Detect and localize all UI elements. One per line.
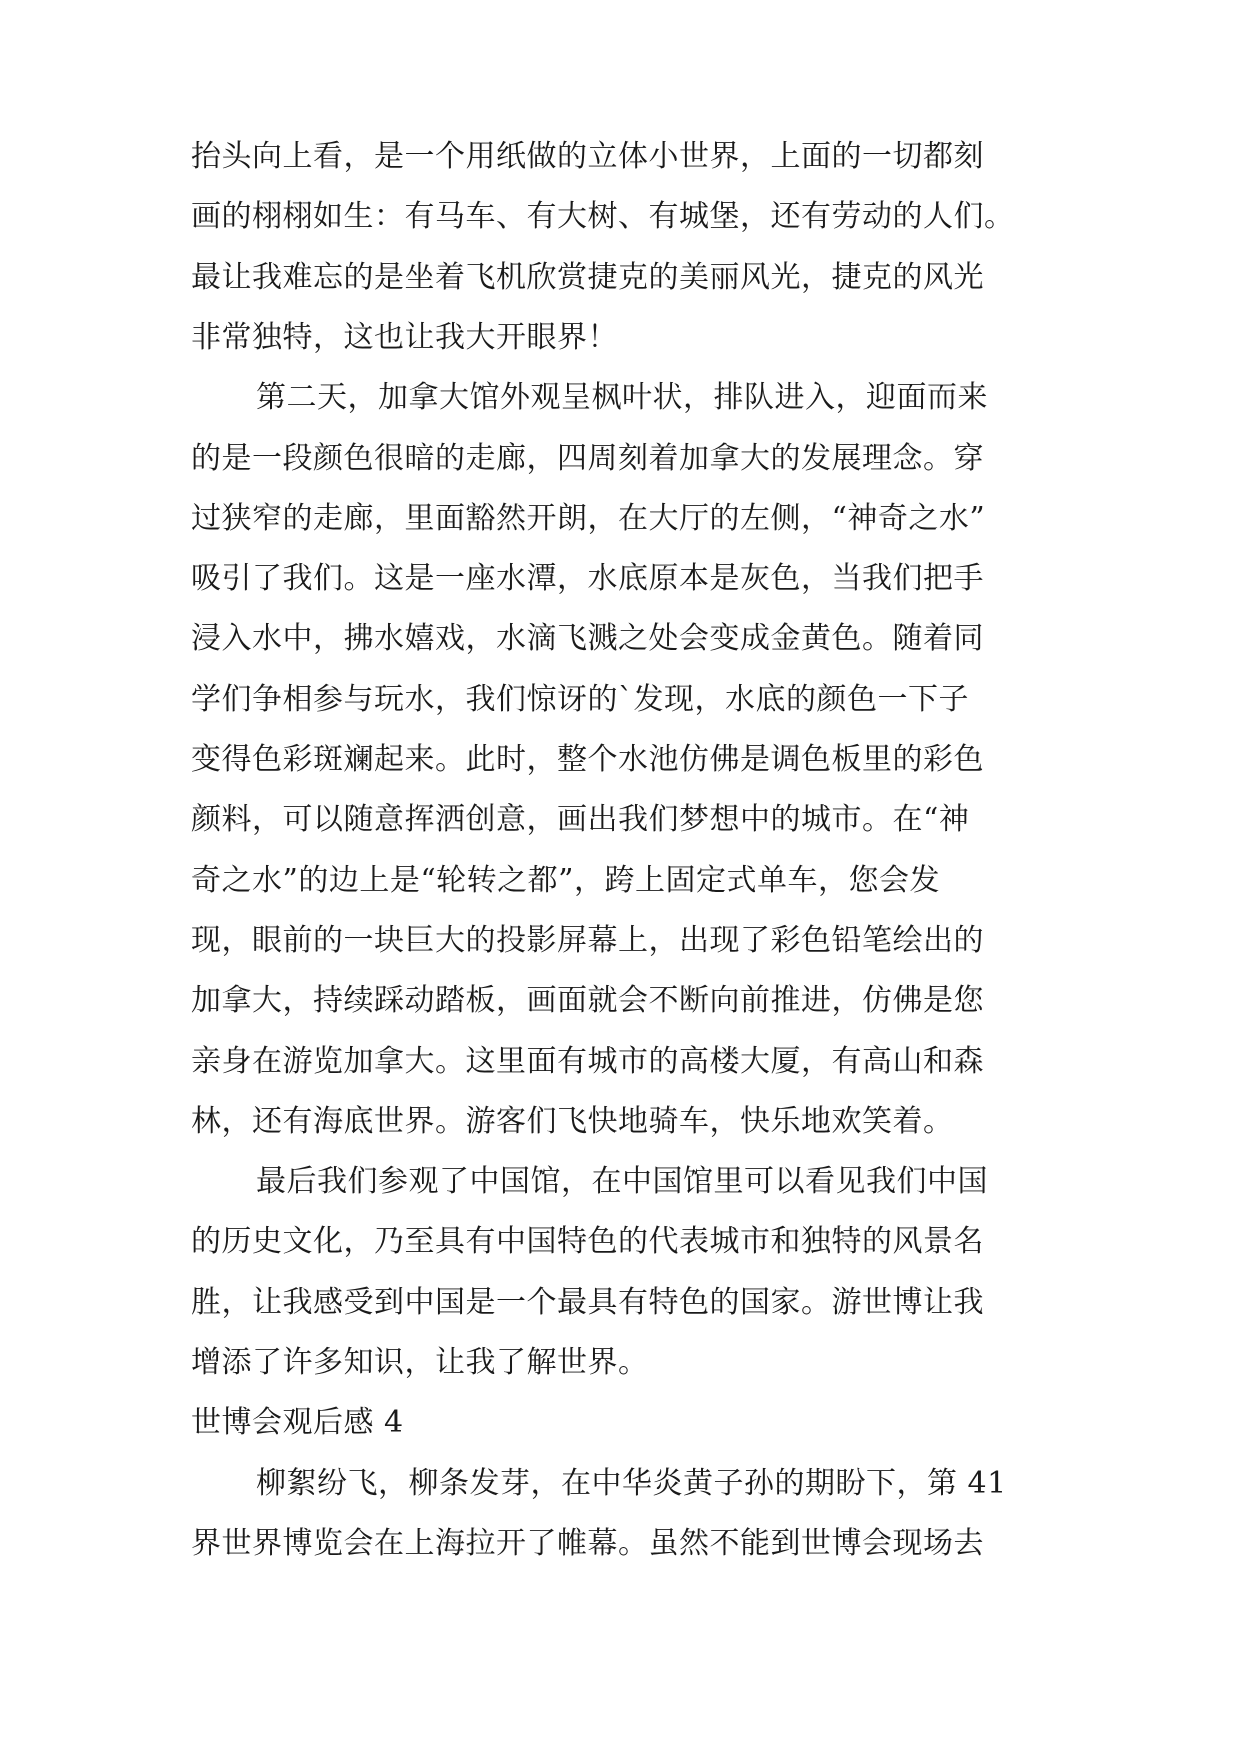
text-line: 加拿大，持续踩动踏板，画面就会不断向前推进，仿佛是您 (191, 983, 984, 1019)
text-line: 林，还有海底世界。游客们飞快地骑车，快乐地欢笑着。 (191, 1103, 954, 1139)
text-line: 颜料，可以随意挥洒创意，画出我们梦想中的城市。在“神 (191, 802, 970, 838)
text-line: 现，眼前的一块巨大的投影屏幕上，出现了彩色铅笔绘出的 (191, 922, 984, 958)
text-line: 抬头向上看，是一个用纸做的立体小世界，上面的一切都刻 (191, 139, 984, 174)
text-line: 吸引了我们。这是一座水潭，水底原本是灰色，当我们把手 (191, 561, 984, 597)
text-line: 第二天，加拿大馆外观呈枫叶状，排队进入，迎面而来 (256, 380, 988, 416)
text-line: 画的栩栩如生：有马车、有大树、有城堡，还有劳动的人们。 (191, 199, 1015, 235)
text-line: 学们争相参与玩水，我们惊讶的`发现，水底的颜色一下子 (191, 681, 969, 717)
text-line: 的历史文化，乃至具有中国特色的代表城市和独特的风景名 (191, 1224, 984, 1260)
text-line: 最后我们参观了中国馆，在中国馆里可以看见我们中国 (256, 1164, 988, 1200)
text-line: 浸入水中，拂水嬉戏，水滴飞溅之处会变成金黄色。随着同 (191, 621, 984, 657)
text-line: 界世界博览会在上海拉开了帷幕。虽然不能到世博会现场去 (191, 1525, 984, 1561)
text-line: 过狭窄的走廊，里面豁然开朗，在大厅的左侧，“神奇之水” (191, 500, 986, 536)
text-line: 奇之水”的边上是“轮转之都”，跨上固定式单车，您会发 (191, 862, 941, 898)
text-line: 非常独特，这也让我大开眼界！ (191, 319, 618, 355)
text-line: 胜，让我感受到中国是一个最具有特色的国家。游世博让我 (191, 1284, 984, 1320)
text-line: 的是一段颜色很暗的走廊，四周刻着加拿大的发展理念。穿 (191, 440, 984, 476)
text-line: 亲身在游览加拿大。这里面有城市的高楼大厦，有高山和森 (191, 1043, 984, 1079)
text-line: 柳絮纷飞，柳条发芽，在中华炎黄子孙的期盼下，第 41 (256, 1465, 1007, 1501)
text-line: 最让我难忘的是坐着飞机欣赏捷克的美丽风光，捷克的风光 (191, 259, 984, 295)
text-line: 变得色彩斑斓起来。此时，整个水池仿佛是调色板里的彩色 (191, 742, 984, 777)
section-heading: 世博会观后感 4 (191, 1405, 404, 1441)
text-line: 增添了许多知识，让我了解世界。 (191, 1345, 649, 1380)
